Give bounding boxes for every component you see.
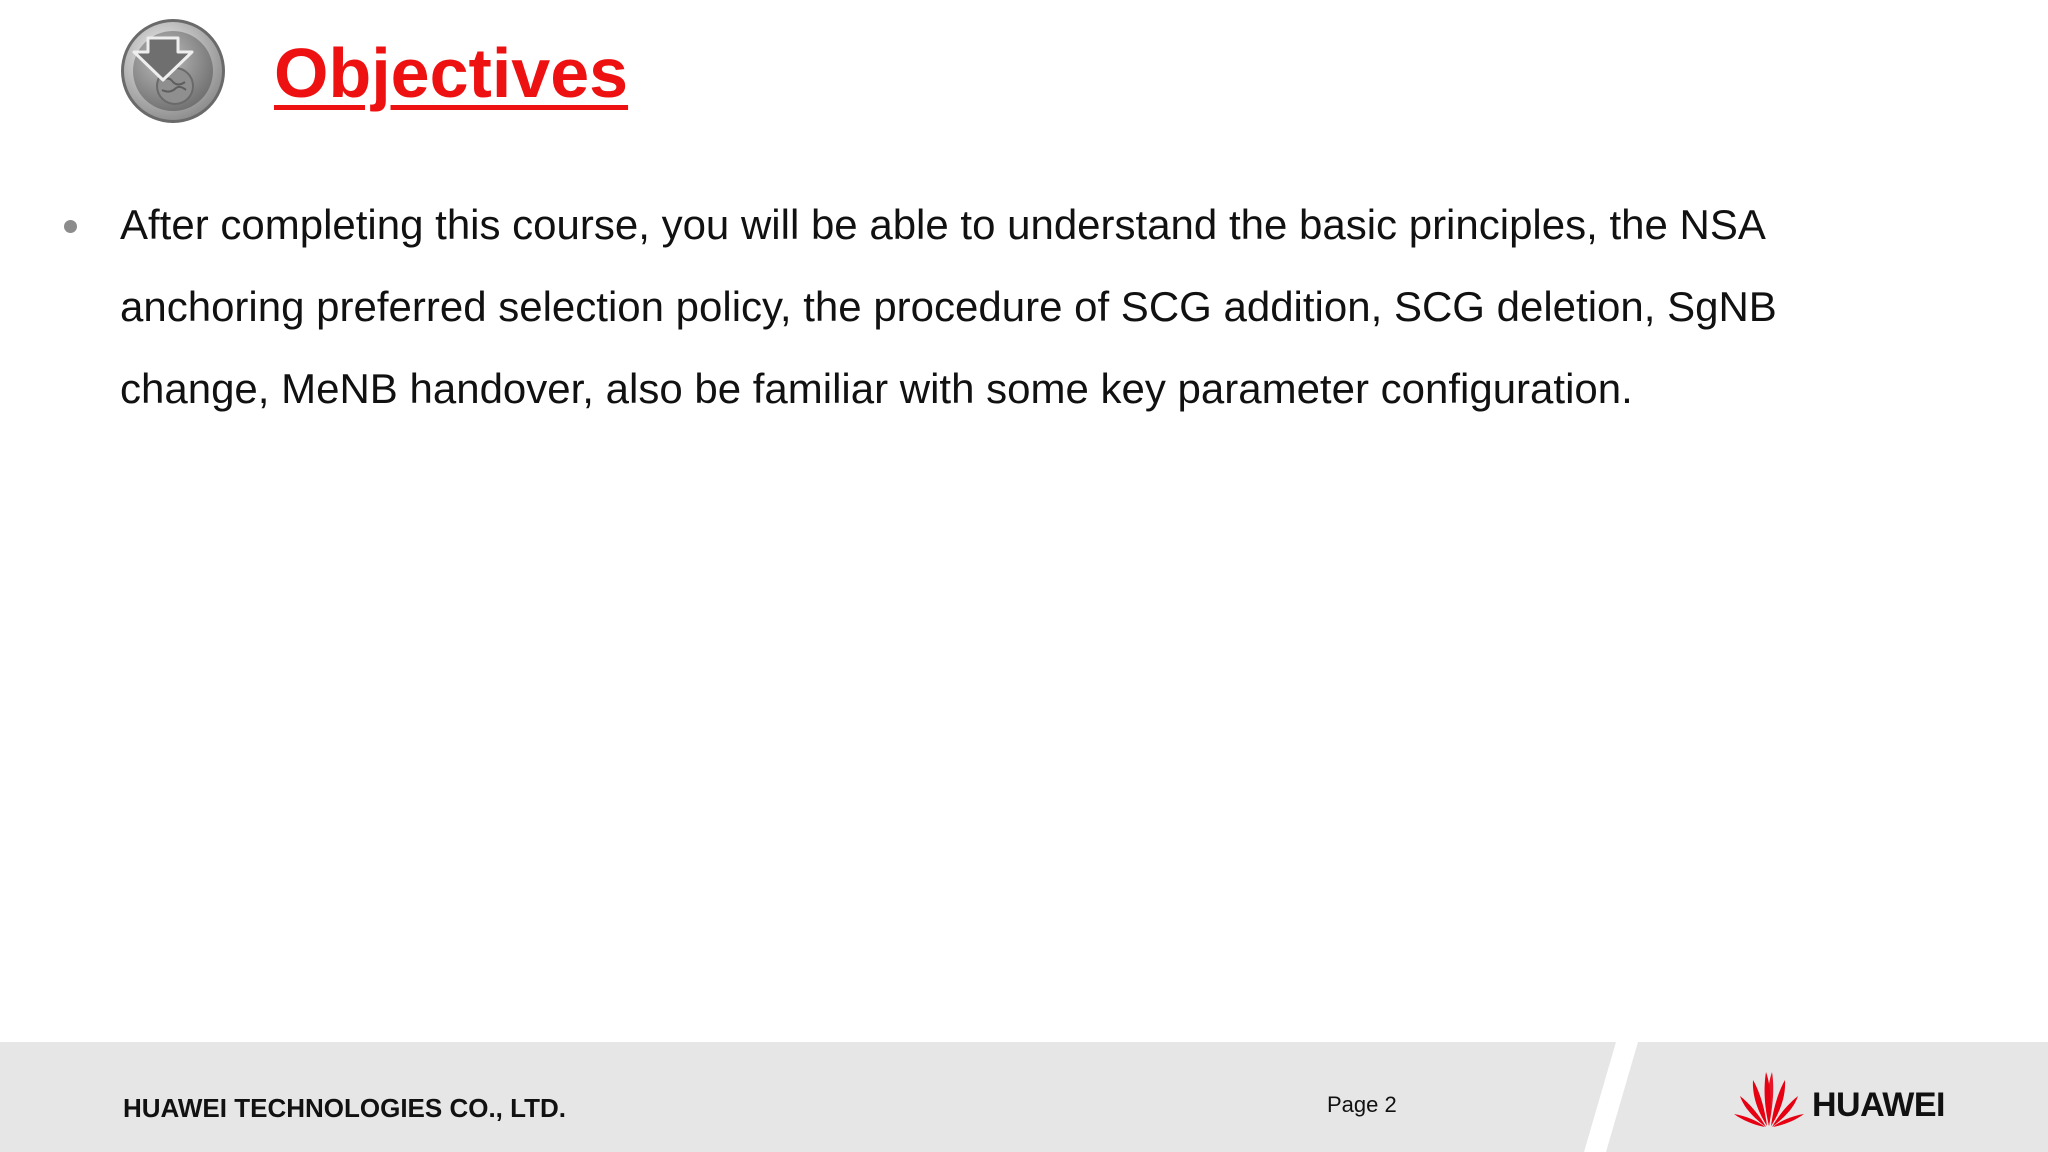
bullet-line: After completing this course, you will be able to understand the basic principles, the NSA: [120, 201, 1766, 248]
huawei-logo-icon: [1732, 1070, 1806, 1128]
footer-divider: [1578, 1042, 1638, 1152]
page-title: Objectives: [274, 34, 629, 112]
download-globe-icon: [118, 16, 228, 126]
page-number: Page 2: [1327, 1092, 1397, 1117]
huawei-wordmark: HUAWEI: [1812, 1086, 1945, 1124]
bullet-line: change, MeNB handover, also be familiar with some key parameter configuration.: [120, 365, 1633, 412]
bullet-line: anchoring preferred selection policy, the procedure of SCG addition, SCG deletion, SgNB: [120, 283, 1777, 330]
bullet-dot-icon: [64, 220, 77, 233]
objective-bullet: [120, 184, 1880, 430]
company-name: HUAWEI TECHNOLOGIES CO., LTD.: [123, 1093, 566, 1123]
